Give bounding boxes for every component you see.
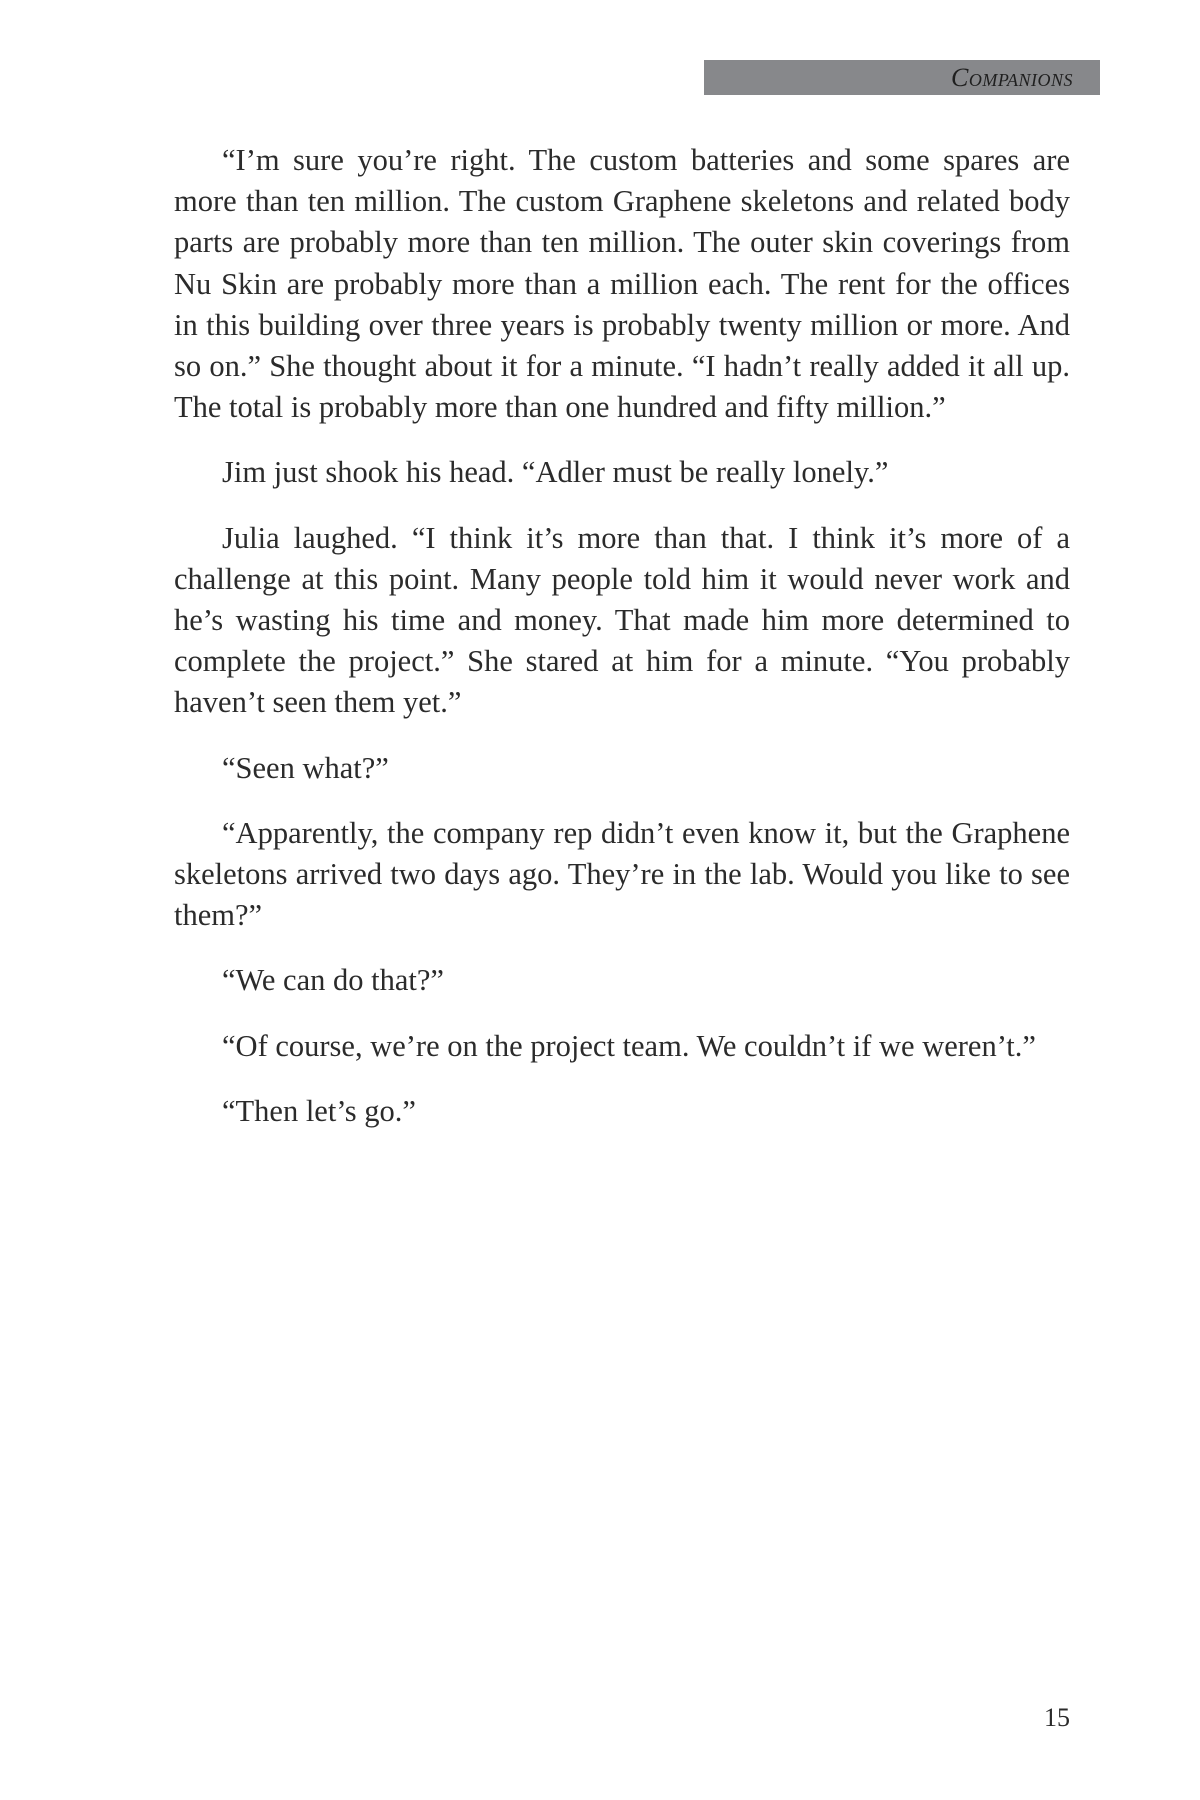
body-text [174,140,1070,1156]
paragraph: “Apparently, the company rep didn’t even know it, but the Graphene skeletons arrived two days ago. They’re in the lab. Would you like to see them?” [174,815,1070,933]
paragraph: “Of course, we’re on the project team. We couldn’t if we weren’t.” [222,1028,1036,1063]
page-number: 15 [1044,1703,1070,1732]
paragraph: “Seen what?” [222,750,389,785]
paragraph: “Then let’s go.” [222,1093,416,1128]
paragraph: “I’m sure you’re right. The custom batteries and some spares are more than ten million. The custom Graphene skeletons and related body parts are probably more than ten million. The outer skin coverings from Nu Skin are probably more than a million each. The rent for the offices in this building over three years is probably twenty million or more. And so on.” She thought about it for a minute. “I hadn’t really added it all up. The total is probably more than one hundred and fifty million.” [174,143,1070,425]
running-header [704,60,1100,95]
paragraph: “We can do that?” [222,963,444,998]
paragraph: Jim just shook his head. “Adler must be really lonely.” [222,455,889,490]
paragraph: Julia laughed. “I think it’s more than that. I think it’s more of a challenge at this point. Many people told him it would never work and he’s wasting his time and money. That made him more determined to complete the project.” She stared at him for a minute. “You probably haven’t seen them yet.” [174,520,1070,720]
running-title: Companions [950,63,1073,92]
